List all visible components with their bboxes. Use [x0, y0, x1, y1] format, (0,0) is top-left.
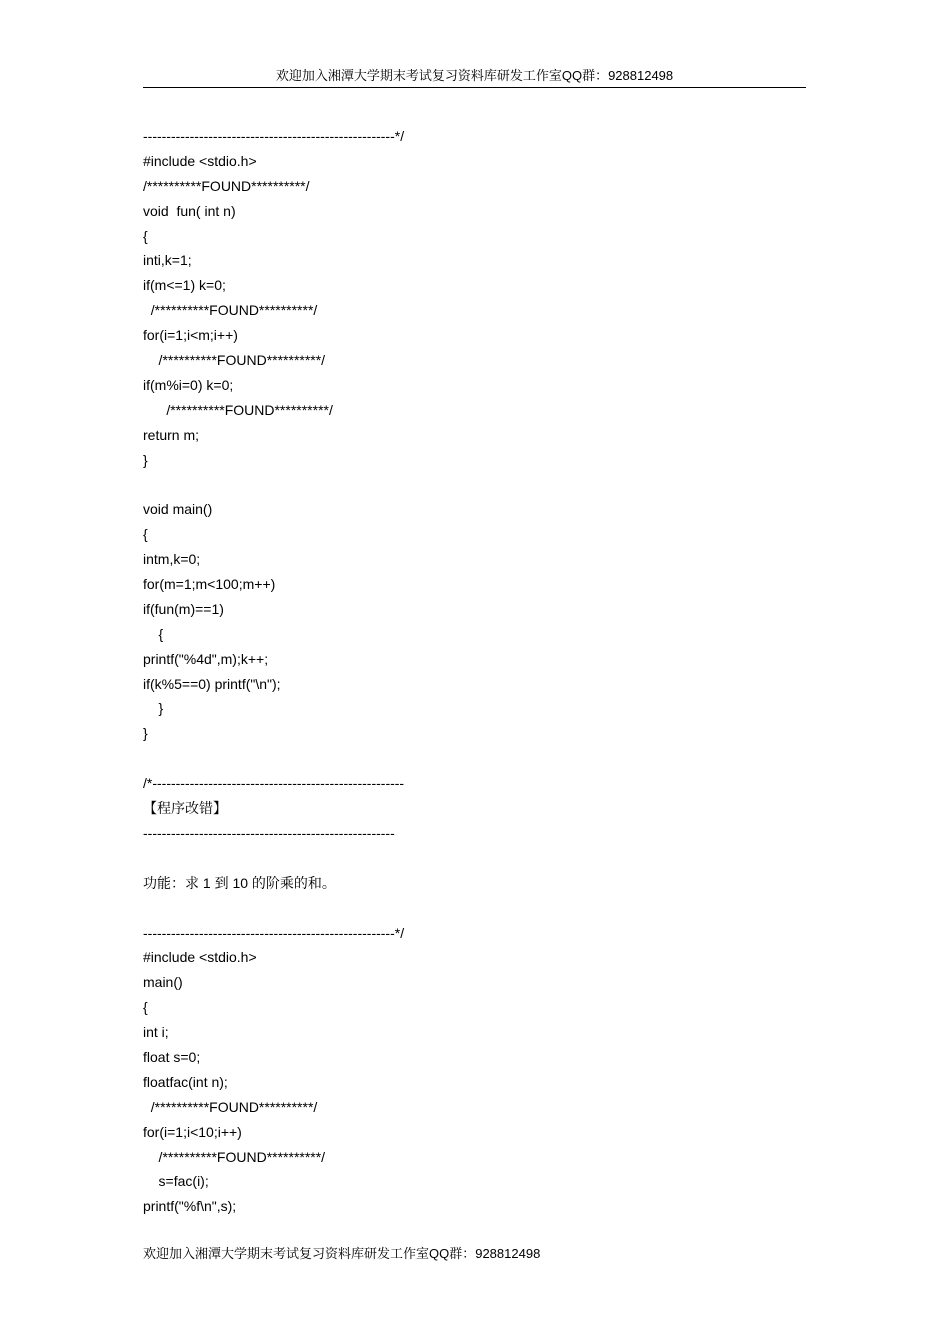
text-line: return m; [143, 426, 200, 443]
document-body [143, 124, 806, 1219]
text-line: /**********FOUND**********/ [143, 1148, 326, 1165]
text-line: int i; [143, 1024, 169, 1041]
text-line: for(i=1;i<m;i++) [143, 327, 238, 344]
text-line: { [143, 227, 148, 244]
text-line: if(m<=1) k=0; [143, 277, 226, 294]
text-line: { [143, 526, 148, 543]
text-line: /**********FOUND**********/ [143, 177, 310, 194]
text-line: /**********FOUND**********/ [143, 352, 326, 369]
text-line: main() [143, 974, 183, 991]
text-line: if(m%i=0) k=0; [143, 376, 234, 393]
page-header: 欢迎加入湘潭大学期末考试复习资料库研发工作室QQ群：928812498 [143, 66, 806, 88]
text-line [143, 896, 806, 921]
text-line: if(k%5==0) printf("\n"); [143, 675, 281, 692]
text-line: { [143, 999, 148, 1016]
text-line [143, 472, 806, 497]
text-line [143, 746, 806, 771]
text-line: /**********FOUND**********/ [143, 1098, 318, 1115]
text-line: } [143, 725, 148, 742]
text-line: intm,k=0; [143, 551, 201, 568]
text-line: #include <stdio.h> [143, 949, 257, 966]
text-line: if(fun(m)==1) [143, 600, 224, 617]
text-line: } [143, 700, 164, 717]
text-line: #include <stdio.h> [143, 152, 257, 169]
text-line [143, 846, 806, 871]
text-line: printf("%4d",m);k++; [143, 650, 269, 667]
text-line: ------------------------------------------------------*/ [143, 128, 405, 144]
text-line: ------------------------------------------------------*/ [143, 924, 405, 941]
text-line: float s=0; [143, 1048, 201, 1065]
text-line: 【程序改错】 [143, 800, 227, 817]
text-line: /**********FOUND**********/ [143, 302, 318, 319]
text-line: s=fac(i); [143, 1173, 209, 1190]
text-line: /**********FOUND**********/ [143, 401, 333, 418]
text-line: } [143, 451, 148, 468]
text-line: void fun( int n) [143, 202, 236, 219]
text-line: floatfac(int n); [143, 1073, 228, 1090]
text-line: for(i=1;i<10;i++) [143, 1123, 242, 1140]
text-line: printf("%f\n",s); [143, 1198, 237, 1215]
text-line: ------------------------------------------------------ [143, 824, 395, 841]
text-line: { [143, 625, 164, 642]
page-footer: 欢迎加入湘潭大学期末考试复习资料库研发工作室QQ群：928812498 [143, 1246, 541, 1261]
text-line: /*------------------------------------------------------ [143, 775, 405, 792]
text-line: for(m=1;m<100;m++) [143, 576, 276, 593]
text-line: 功能：求 1 到 10 的阶乘的和。 [143, 874, 336, 891]
text-line: inti,k=1; [143, 252, 192, 269]
text-line: void main() [143, 501, 213, 518]
